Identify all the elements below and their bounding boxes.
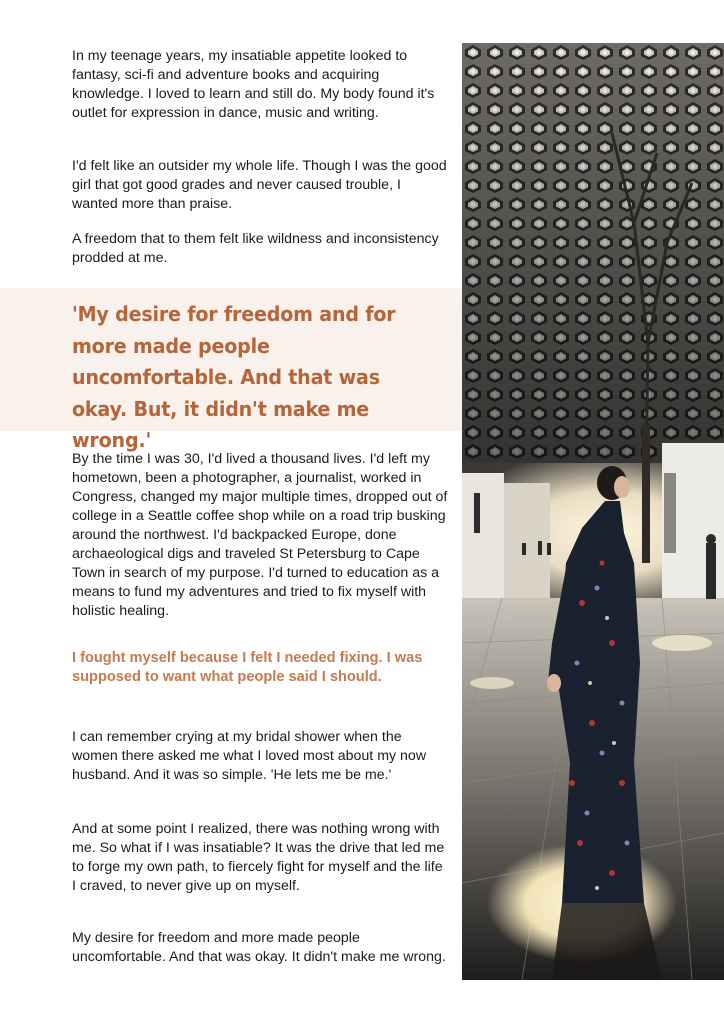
paragraph-freedom: A freedom that to them felt like wildness and inconsistency prodded at me.: [72, 231, 439, 266]
photo-illustration: [462, 43, 724, 980]
paragraph-outsider: I'd felt like an outsider my whole life. Though I was the good girl that got good grades and never caused trouble, I wanted more than praise.: [72, 158, 447, 212]
paragraph-conclusion: My desire for freedom and more made people uncomfortable. And that was okay. It didn't make me wrong.: [72, 930, 446, 965]
pull-quote: 'My desire for freedom and for more made people uncomfortable. And that was okay. But, it didn't make me wrong.': [72, 302, 396, 452]
highlight-statement: I fought myself because I felt I needed fixing. I was supposed to want what people said I should.: [72, 650, 423, 685]
paragraph-teenage-years: In my teenage years, my insatiable appetite looked to fantasy, sci-fi and adventure books and acquiring knowledge. I loved to learn and still do. My body found it's outlet for expression in dance, music and writing.: [72, 48, 435, 121]
paragraph-bridal-shower: I can remember crying at my bridal shower when the women there asked me what I loved most about my now husband. And it was so simple. 'He lets me be me.': [72, 729, 427, 783]
photo-woman-under-dome: [462, 43, 724, 980]
paragraph-thousand-lives: By the time I was 30, I'd lived a thousand lives. I'd left my hometown, been a photographer, a journalist, worked in Congress, changed my major multiple times, dropped out of college in a Seattle coffee shop while on a road trip busking around the northwest. I'd backpacked Europe, done archaeological digs and traveled St Petersburg to Cape Town in search of my purpose. I'd turned to education as a means to fund my adventures and tried to fix myself with holistic healing.: [72, 451, 448, 619]
paragraph-realization: And at some point I realized, there was nothing wrong with me. So what if I was insatiable? It was the drive that led me to forge my own path, to fiercely fight for myself and the life I craved, to never give up on myself.: [72, 821, 445, 894]
